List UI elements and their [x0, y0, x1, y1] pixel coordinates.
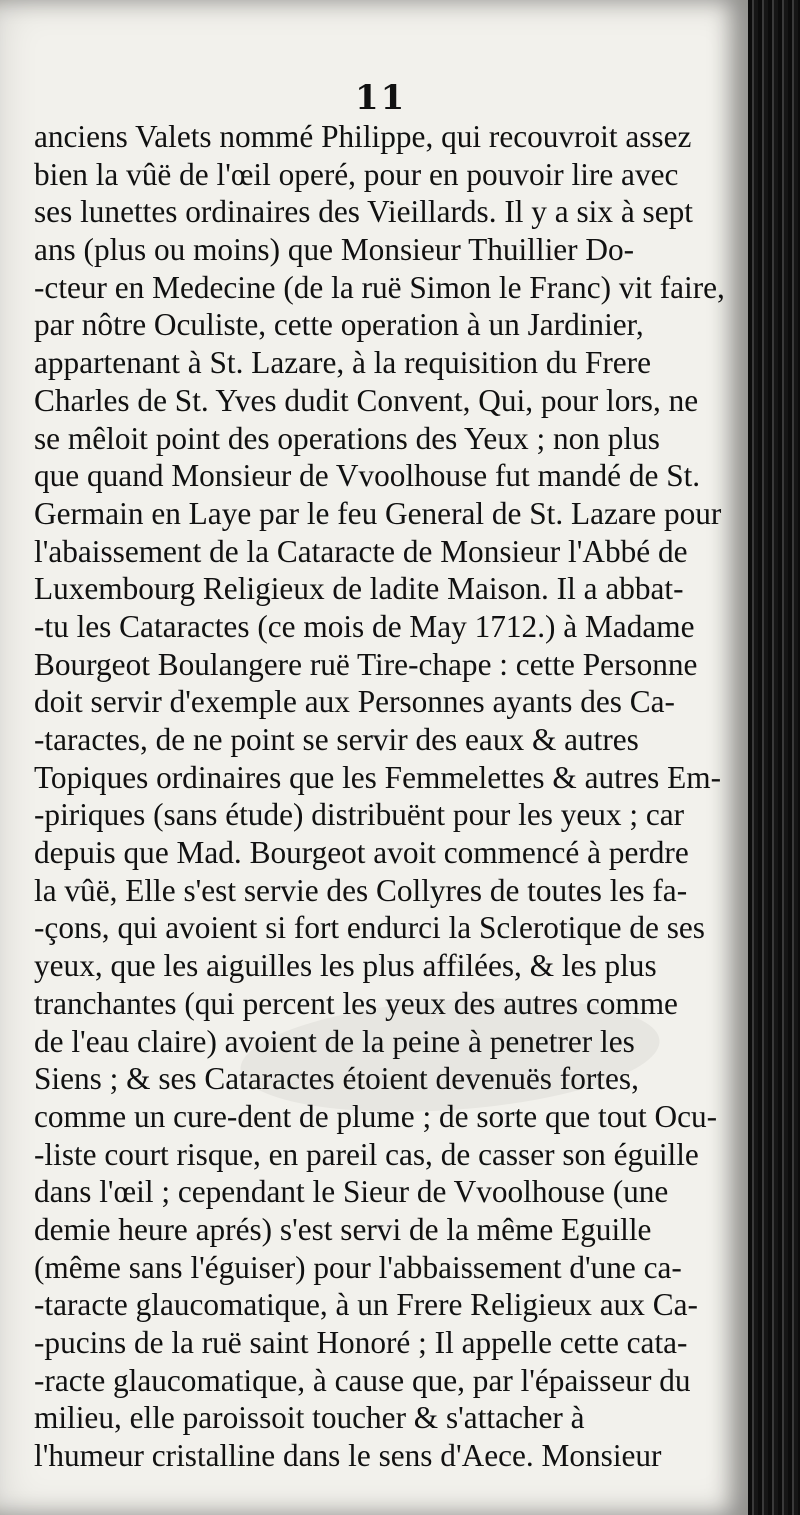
text-line: depuis que Mad. Bourgeot avoit commencé à perdre — [34, 835, 689, 871]
text-line: tranchantes (qui percent les yeux des autres comme — [34, 985, 678, 1021]
text-line: la vûë, Elle s'est servie des Collyres de toutes les fa- — [34, 872, 688, 908]
text-line: -piriques (sans étude) distribuënt pour les yeux ; car — [34, 797, 685, 833]
text-line: -pucins de la ruë saint Honoré ; Il appelle cette cata- — [34, 1325, 688, 1360]
text-line: -cteur en Medecine (de la ruë Simon le Franc) vit faire, — [34, 269, 725, 305]
text-line: -çons, qui avoient si fort endurci la Sclerotique de ses — [34, 910, 705, 946]
text-line: de l'eau claire) avoient de la peine à penetrer les — [34, 1023, 635, 1059]
text-line: dans l'œil ; cependant le Sieur de Vvoolhouse (une — [34, 1174, 669, 1210]
page-number: 11 — [355, 78, 407, 118]
text-line: ans (plus ou moins) que Monsieur Thuillier Do- — [34, 232, 635, 268]
text-line: Luxembourg Religieux de ladite Maison. Il a abbat- — [34, 571, 684, 607]
text-line: Topiques ordinaires que les Femmelettes & autres Em- — [34, 759, 722, 795]
text-line: yeux, que les aiguilles les plus affilées, & les plus — [34, 948, 657, 984]
text-line: l'humeur cristalline dans le sens d'Aece. Monsieur — [34, 1438, 662, 1474]
text-line: bien la vûë de l'œil operé, pour en pouvoir lire avec — [34, 156, 679, 192]
text-line: Charles de St. Yves dudit Convent, Qui, pour lors, ne — [34, 382, 699, 418]
text-line: anciens Valets nommé Philippe, qui recouvroit assez — [34, 119, 692, 154]
text-line: -taracte glaucomatique, à un Frere Religieux aux Ca- — [34, 1287, 698, 1323]
text-line: -liste court risque, en pareil cas, de casser son éguille — [34, 1136, 699, 1172]
text-line: Germain en Laye par le feu General de St. Lazare pour — [34, 495, 722, 531]
text-line: se mêloit point des operations des Yeux ; non plus — [34, 420, 660, 456]
text-line: Bourgeot Boulangere ruë Tire-chape : cette Personne — [34, 646, 698, 682]
text-line: Siens ; & ses Cataractes étoient devenuës fortes, — [34, 1061, 639, 1097]
book-binding-edge — [748, 0, 800, 1515]
text-line: ses lunettes ordinaires des Vieillards. Il y a six à sept — [34, 194, 693, 230]
text-line: comme un cure-dent de plume ; de sorte que tout Ocu- — [34, 1098, 718, 1134]
body-text — [34, 118, 762, 1475]
text-line: l'abaissement de la Cataracte de Monsieur l'Abbé de — [34, 533, 688, 569]
text-line: -racte glaucomatique, à cause que, par l'épaisseur du — [34, 1362, 691, 1398]
text-line: -taractes, de ne point se servir des eaux & autres — [34, 722, 639, 757]
text-line: milieu, elle paroissoit toucher & s'attacher à — [34, 1400, 585, 1436]
text-line: doit servir d'exemple aux Personnes ayants des Ca- — [34, 684, 675, 720]
text-line: (même sans l'éguiser) pour l'abbaissement d'une ca- — [34, 1249, 682, 1285]
text-line: -tu les Cataractes (ce mois de May 1712.) à Madame — [34, 608, 695, 644]
text-line: demie heure aprés) s'est servi de la même Eguille — [34, 1211, 652, 1247]
text-line: par nôtre Oculiste, cette operation à un Jardinier, — [34, 307, 644, 343]
text-line: que quand Monsieur de Vvoolhouse fut mandé de St. — [34, 458, 701, 494]
text-line: appartenant à St. Lazare, à la requisition du Frere — [34, 345, 651, 381]
